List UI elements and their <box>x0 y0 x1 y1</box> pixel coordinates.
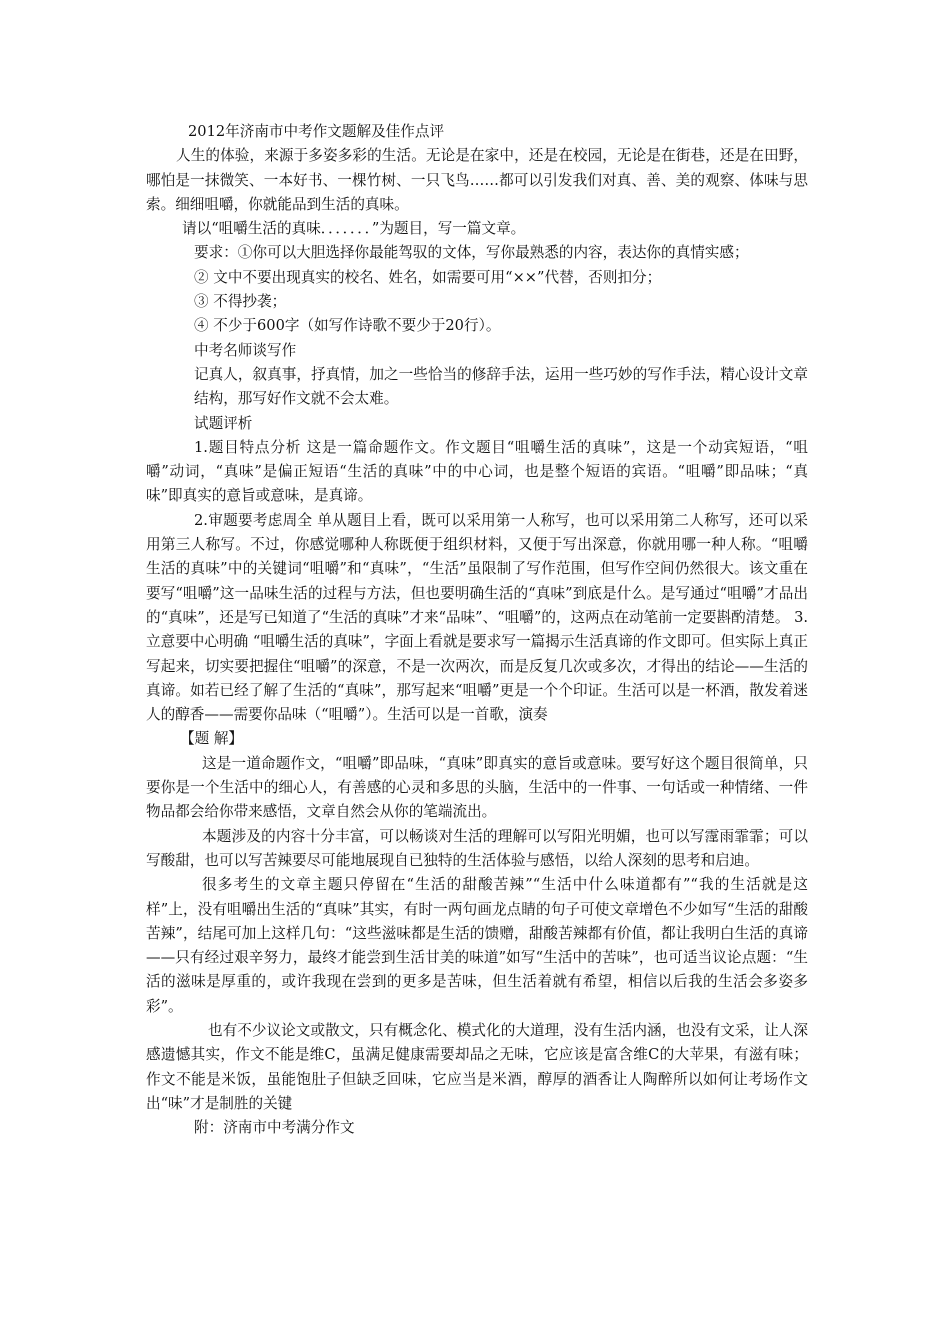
prompt-paragraph: 请以“咀嚼生活的真味．．．．．．．”为题目，写一篇文章。 <box>182 220 526 238</box>
document-title: 2012年济南市中考作文题解及佳作点评 <box>188 123 445 140</box>
analysis-heading: 试题评析 <box>194 414 253 432</box>
teacher-heading: 中考名师谈写作 <box>194 341 297 359</box>
requirement-4: ④ 不少于600字（如写作诗歌不要少于20行）。 <box>194 317 501 335</box>
tijie-paragraph-4: 也有不少议论文或散文，只有概念化、模式化的大道理，没有生活内涵，也没有文采，让人深感遗憾其实，作文不能是维C，虽满足健康需要却品之无味，它应该是富含维C的大苹果，有滋有味；作文不能是米饭，虽能饱肚子但缺乏回味，它应当是米酒，醇厚的酒香让人陶醉所以如何让考场作文出“味”才是制胜的关键 <box>146 1021 808 1112</box>
appendix-heading: 附：济南市中考满分作文 <box>194 1119 355 1137</box>
requirement-2: ② 文中不要出现真实的校名、姓名，如需要可用“××”代替，否则扣分； <box>194 268 662 286</box>
tijie-paragraph-1: 这是一道命题作文，“咀嚼”即品味，“真味”即真实的意旨或意味。要写好这个题目很简单，只要你是一个生活中的细心人，有善感的心灵和多思的头脑，生活中的一件事、一句话或一种情绪、一件物品都会给你带来感悟，文章自然会从你的笔端流出。 <box>146 754 808 821</box>
tijie-paragraph-3: 很多考生的文章主题只停留在“生活的甜酸苦辣”“生活中什么味道都有”“我的生活就是这样”上，没有咀嚼出生活的“真味”其实，有时一两句画龙点睛的句子可使文章增色不少如写“生活的甜酸苦辣”，结尾可加上这样几句：“这些滋味都是生活的馈赠，甜酸苦辣都有价值，都让我明白生活的真谛——只有经过艰辛努力，最终才能尝到生活甘美的味道”如写“生活中的苦味”，也可适当议论点题：“生活的滋味是厚重的，或许我现在尝到的更多是苦味，但生活着就有希望，相信以后我的生活会多姿多彩”。 <box>146 876 808 1015</box>
teacher-paragraph: 记真人，叙真事，抒真情，加之一些恰当的修辞手法，运用一些巧妙的写作手法，精心设计文章结构，那写好作文就不会太难。 <box>194 365 808 408</box>
analysis-paragraph-2: 2.审题要考虑周全 单从题目上看，既可以采用第一人称写，也可以采用第二人称写，还可以采用第三人称写。不过，你感觉哪种人称既便于组织材料，又便于写出深意，你就用哪一种人称。“咀嚼生活的真味”中的关键词“咀嚼”和“真味”，“生活”虽限制了写作范围，但写作空间仍然很大。该文重在要写“咀嚼”这一品味生活的过程与方法，但也要明确生活的“真味”到底是什么。是写通过“咀嚼”才品出的“真味”，还是写已知道了“生活的真味”才来“品味”、“咀嚼”的，这两点在动笔前一定要斟酌清楚。 3.立意要中心明确 “咀嚼生活的真味”，字面上看就是要求写一篇揭示生活真谛的作文即可。但实际上真正写起来，切实要把握住“咀嚼”的深意，不是一次两次，而是反复几次或多次，才得出的结论——生活的真谛。如若已经了解了生活的“真味”，那写起来“咀嚼”更是一个个印证。生活可以是一杯酒，散发着迷人的醇香——需要你品味（“咀嚼”）。生活可以是一首歌，演奏 <box>146 511 809 724</box>
tijie-heading: 【题 解】 <box>180 730 244 748</box>
tijie-paragraph-2: 本题涉及的内容十分丰富，可以畅谈对生活的理解可以写阳光明媚，也可以写霪雨霏霏；可以写酸甜，也可以写苦辣要尽可能地展现自已独特的生活体验与感悟，以给人深刻的思考和启迪。 <box>146 827 808 869</box>
analysis-paragraph-1: 1.题目特点分析 这是一篇命题作文。作文题目“咀嚼生活的真味”，这是一个动宾短语，“咀嚼”动词，“真味”是偏正短语“生活的真味”中的中心词，也是整个短语的宾语。“咀嚼”即品味；“真味”即真实的意旨或意味，是真谛。 <box>146 438 808 505</box>
intro-paragraph: 人生的体验，来源于多姿多彩的生活。无论是在家中，还是在校园，无论是在街巷，还是在田野，哪怕是一抹微笑、一本好书、一棵竹树、一只飞鸟……都可以引发我们对真、善、美的观察、体味与思索。细细咀嚼，你就能品到生活的真味。 <box>146 147 808 213</box>
requirement-3: ③ 不得抄袭； <box>194 293 287 311</box>
requirement-1: 要求：①你可以大胆选择你最能驾驭的文体，写你最熟悉的内容，表达你的真情实感； <box>194 244 749 262</box>
document-page <box>146 120 808 1140</box>
